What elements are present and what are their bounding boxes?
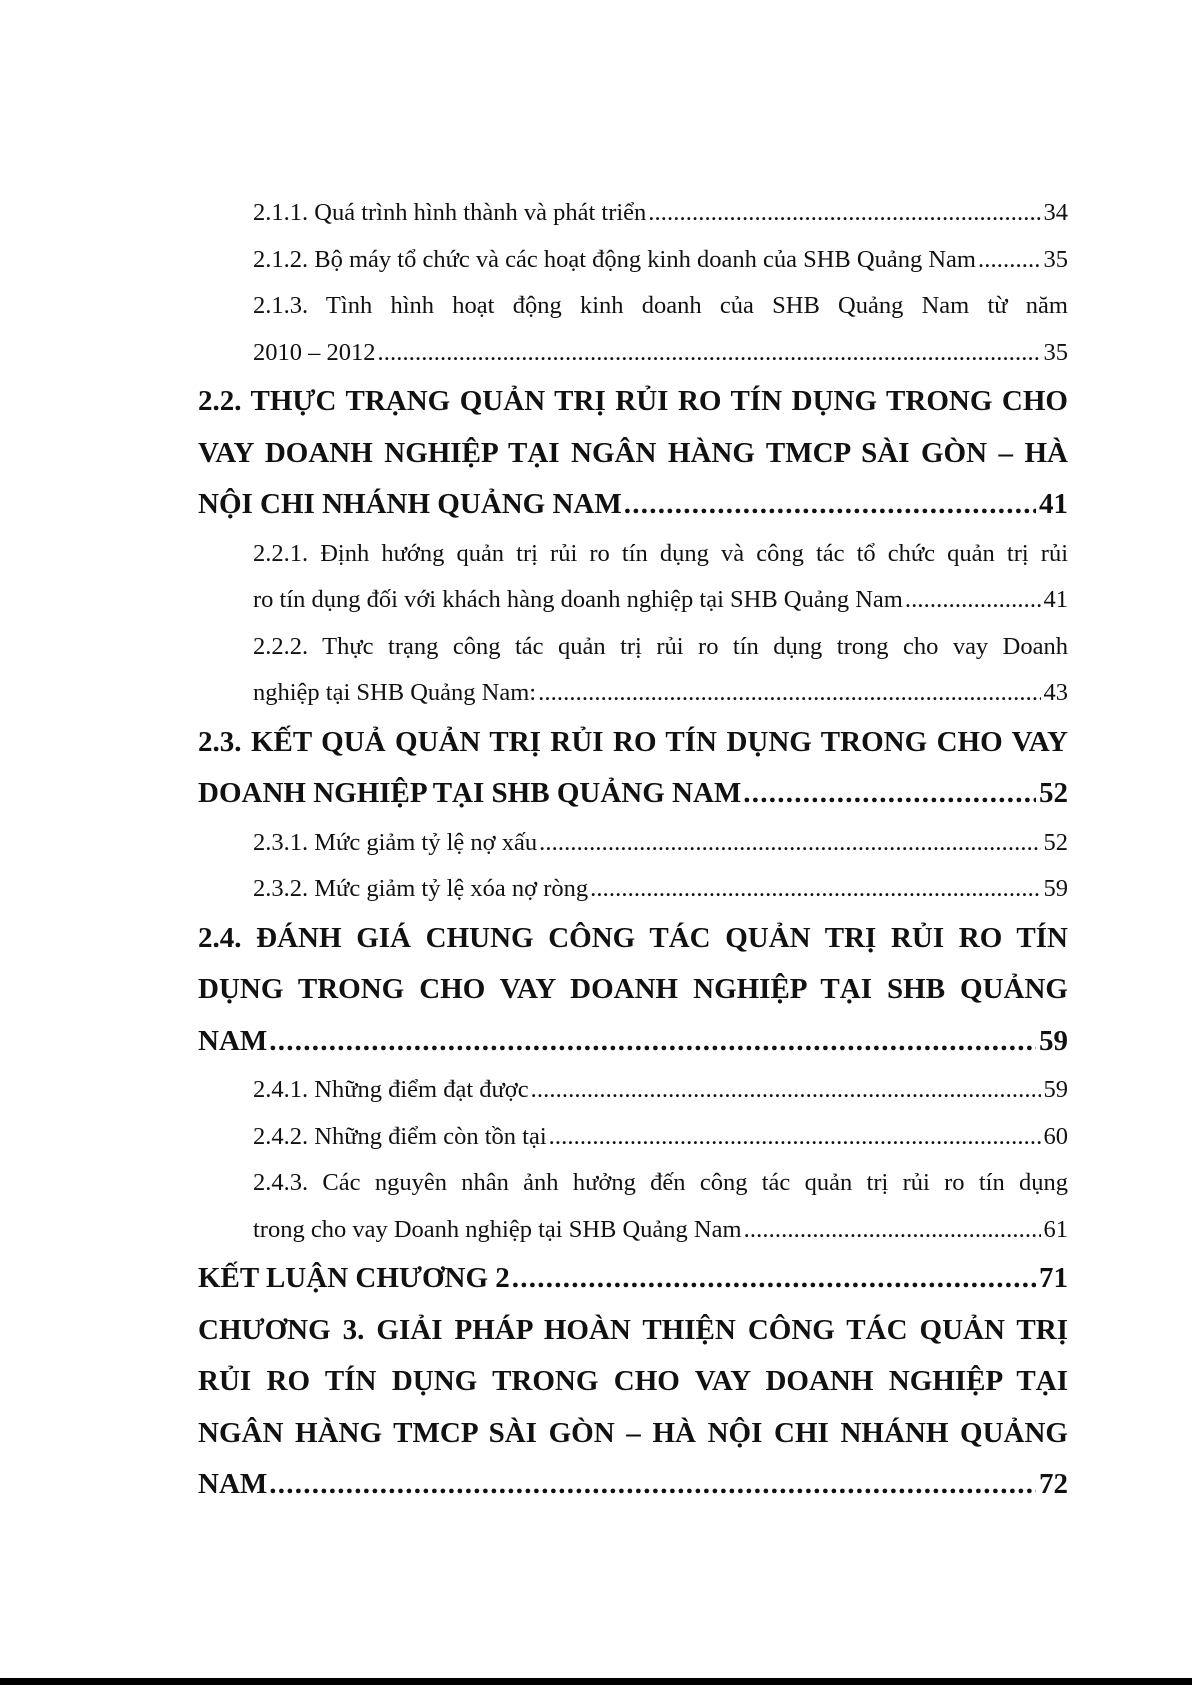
toc-entry-title: NỘI CHI NHÁNH QUẢNG NAM	[198, 488, 622, 520]
toc-entry	[253, 531, 1068, 624]
toc-entry-line	[253, 1067, 1068, 1114]
toc-entry-line	[253, 670, 1068, 717]
toc-entry-line	[253, 1114, 1068, 1161]
toc-page-number: 60	[1043, 1122, 1068, 1150]
toc-entry-title: 2.2.2. Thực trạng công tác quản trị rủi ro tín dụng trong cho vay Doanh	[253, 632, 1068, 660]
toc-entry	[253, 624, 1068, 717]
toc-page-number: 72	[1039, 1468, 1068, 1500]
toc-entry-title: 2.2.1. Định hướng quản trị rủi ro tín dụng và công tác tổ chức quản trị rủi	[253, 539, 1068, 567]
toc-entry-title: 2.3.2. Mức giảm tỷ lệ xóa nợ ròng	[253, 875, 589, 902]
dot-leader	[269, 1459, 1036, 1511]
dot-leader	[624, 479, 1036, 531]
toc-entry	[198, 1253, 1068, 1305]
toc-page-number: 41	[1043, 586, 1068, 613]
toc-entry-line	[198, 1459, 1068, 1511]
toc-entry-title: 2.4.3. Các nguyên nhân ảnh hưởng đến công tác quản trị rủi ro tín dụng	[253, 1169, 1068, 1196]
toc-entry	[253, 283, 1068, 376]
toc-entry-title: NAM	[198, 1468, 268, 1500]
dot-leader	[978, 237, 1041, 284]
toc-entry-title: ro tín dụng đối với khách hàng doanh nghiệp tại SHB Quảng Nam	[253, 586, 903, 613]
toc-entry-line	[198, 1016, 1068, 1068]
toc-entry	[253, 866, 1068, 913]
toc-page-number: 71	[1039, 1262, 1068, 1294]
toc-entry	[253, 237, 1068, 284]
toc-entry-line	[253, 237, 1068, 284]
toc-entry-line	[253, 820, 1068, 867]
toc-entry-title: 2.3. KẾT QUẢ QUẢN TRỊ RỦI RO TÍN DỤNG TRONG CHO VAY	[198, 725, 1068, 758]
dot-leader	[905, 577, 1041, 624]
toc-entry	[198, 913, 1068, 1068]
toc-entry-line	[253, 577, 1068, 624]
toc-page-number: 59	[1043, 1076, 1068, 1103]
dot-leader	[539, 820, 1040, 867]
toc-entry-line	[198, 1253, 1068, 1305]
toc-entry-title: 2.1.3. Tình hình hoạt động kinh doanh của SHB Quảng Nam từ năm	[253, 292, 1068, 319]
bottom-edge-bar	[0, 1678, 1192, 1685]
toc-entry-title: KẾT LUẬN CHƯƠNG 2	[198, 1262, 510, 1294]
toc-page-number: 59	[1043, 875, 1068, 902]
toc-entry-line	[198, 479, 1068, 531]
toc-entry	[253, 190, 1068, 237]
toc-entry-line	[253, 866, 1068, 913]
dot-leader	[549, 1114, 1041, 1161]
toc-entry-title: trong cho vay Doanh nghiệp tại SHB Quảng Nam	[253, 1215, 742, 1243]
toc-entry	[198, 1305, 1068, 1511]
toc-entry	[198, 717, 1068, 820]
toc-entry-title: 2.3.1. Mức giảm tỷ lệ nợ xấu	[253, 828, 538, 856]
toc-entry-title: 2.2. THỰC TRẠNG QUẢN TRỊ RỦI RO TÍN DỤNG TRONG CHO VAY DOANH NGHIỆP TẠI NGÂN HÀNG TMCP SÀI GÒN – HÀ	[198, 385, 1068, 469]
toc-entry-title: 2.1.1. Quá trình hình thành và phát triển	[253, 199, 647, 226]
toc-entry-line	[253, 330, 1068, 377]
toc-entry-title: DOANH NGHIỆP TẠI SHB QUẢNG NAM	[198, 777, 742, 809]
toc-entry-line	[253, 190, 1068, 237]
toc-page-number: 52	[1039, 777, 1068, 809]
table-of-contents	[198, 190, 1068, 1511]
toc-page-number: 61	[1043, 1215, 1068, 1243]
dot-leader	[538, 670, 1040, 717]
toc-entry-title: nghiệp tại SHB Quảng Nam:	[253, 679, 537, 706]
toc-entry-title: 2.1.2. Bộ máy tổ chức và các hoạt động kinh doanh của SHB Quảng Nam	[253, 245, 976, 273]
toc-page-number: 35	[1043, 245, 1068, 273]
toc-entry-title: 2.4. ĐÁNH GIÁ CHUNG CÔNG TÁC QUẢN TRỊ RỦI RO TÍN DỤNG TRONG CHO VAY DOANH NGHIỆP TẠI SHB QUẢNG	[198, 921, 1068, 1005]
dot-leader	[269, 1016, 1036, 1068]
dot-leader	[378, 330, 1041, 377]
toc-page-number: 34	[1043, 199, 1068, 226]
dot-leader	[512, 1253, 1036, 1305]
toc-entry	[253, 820, 1068, 867]
toc-entry-title: CHƯƠNG 3. GIẢI PHÁP HOÀN THIỆN CÔNG TÁC QUẢN TRỊ RỦI RO TÍN DỤNG TRONG CHO VAY DOANH NGHIỆP TẠI NGÂN HÀNG TMCP SÀI GÒN – HÀ NỘI CHI NHÁNH QUẢNG	[198, 1313, 1068, 1449]
dot-leader	[531, 1067, 1041, 1114]
toc-entry	[253, 1114, 1068, 1161]
toc-entry-title: 2010 – 2012	[253, 338, 376, 366]
toc-page-number: 52	[1043, 828, 1068, 856]
toc-entry-line	[198, 768, 1068, 820]
toc-page-number: 43	[1043, 679, 1068, 706]
dot-leader	[743, 768, 1036, 820]
toc-page-number: 59	[1039, 1024, 1068, 1057]
dot-leader	[744, 1207, 1041, 1254]
toc-page-number: 35	[1043, 338, 1068, 366]
toc-entry-title: 2.4.2. Những điểm còn tồn tại	[253, 1122, 547, 1150]
toc-entry	[253, 1067, 1068, 1114]
toc-entry-line	[253, 1207, 1068, 1254]
toc-entry	[253, 1160, 1068, 1253]
toc-page-number: 41	[1039, 488, 1068, 520]
dot-leader	[590, 866, 1040, 913]
toc-entry-title: NAM	[198, 1024, 268, 1057]
dot-leader	[648, 190, 1040, 237]
toc-entry-title: 2.4.1. Những điểm đạt được	[253, 1076, 529, 1103]
toc-entry	[198, 376, 1068, 531]
